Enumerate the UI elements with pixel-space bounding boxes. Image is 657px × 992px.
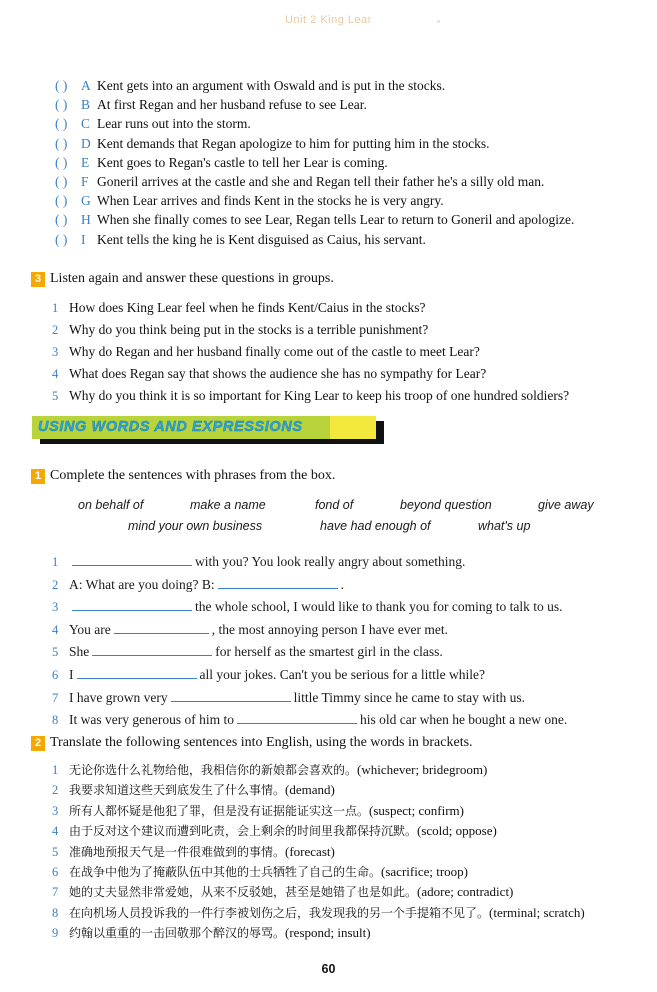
ordering-item-text: Kent tells the king he is Kent disguised as Caius, his servant. [97, 231, 426, 247]
phrase-item: have had enough of [320, 519, 431, 533]
sentence-number: 6 [52, 865, 59, 880]
ordering-item-letter: G [81, 193, 91, 209]
ordering-answer-blank[interactable]: ( ) [55, 135, 68, 151]
ordering-item-text: Kent demands that Regan apologize to him for putting him in the stocks. [97, 135, 490, 151]
fill-in-sentence [52, 596, 652, 619]
fill-in-sentence [52, 619, 652, 642]
ordering-item-text: Goneril arrives at the castle and she and Regan tell their father he's a silly old man. [97, 174, 545, 190]
question-text: What does Regan say that shows the audience she has no sympathy for Lear? [69, 366, 487, 381]
sentence-number: 5 [52, 844, 59, 859]
sentence-hint: (demand) [285, 782, 335, 798]
ordering-answer-blank[interactable]: ( ) [55, 231, 68, 247]
answer-blank[interactable] [72, 597, 192, 611]
answer-blank[interactable] [218, 575, 338, 589]
question-item [52, 341, 652, 363]
translation-sentence [52, 780, 652, 800]
ordering-item-letter: A [81, 78, 91, 93]
sentence-chinese: 在向机场人员投诉我的一件行李被划伤之后，我发现我的另一个手提箱不见了。 [69, 905, 490, 920]
sentence-hint: (scold; oppose) [417, 823, 497, 839]
ordering-item [55, 134, 645, 153]
answer-blank[interactable] [114, 620, 209, 634]
phrase-item: give away [538, 498, 594, 512]
sentence-number: 5 [52, 645, 59, 660]
sentence-text-before: I have grown very [69, 689, 168, 705]
sentence-number: 2 [52, 783, 59, 798]
fill-in-sentence [52, 709, 652, 732]
exercise-2-title: Translate the following sentences into English, using the words in brackets. [50, 735, 473, 750]
sentence-hint: (respond; insult) [285, 925, 371, 941]
answer-blank[interactable] [77, 665, 197, 679]
sentence-text-after: his old car when he bought a new one. [359, 712, 568, 728]
page-number: 60 [321, 962, 336, 976]
sentence-number: 7 [52, 885, 59, 900]
sentence-text-before: She [69, 644, 90, 660]
sentence-number: 3 [52, 600, 59, 615]
answer-blank[interactable] [171, 688, 291, 702]
sentence-hint: (suspect; confirm) [369, 802, 464, 818]
ordering-item-letter: B [81, 97, 91, 113]
ordering-item [55, 76, 645, 95]
sentence-text-after: for herself as the smartest girl in the class. [215, 644, 443, 660]
phrase-item: mind your own business [128, 519, 263, 533]
translation-sentence [52, 821, 652, 841]
exercise-3-number: 3 [31, 272, 45, 287]
ordering-answer-blank[interactable]: ( ) [55, 78, 68, 93]
ordering-item [55, 114, 645, 133]
question-text: Why do Regan and her husband finally come out of the castle to meet Lear? [69, 344, 480, 359]
sentence-chinese: 她的丈夫显然非常爱她，从来不反驳她，甚至是她错了也是如此。 [69, 885, 418, 900]
ordering-task-list [55, 76, 645, 249]
sentence-text-before: A: What are you doing? B: [69, 576, 215, 592]
ordering-answer-blank[interactable]: ( ) [55, 212, 68, 228]
fill-in-sentence [52, 551, 652, 574]
answer-blank[interactable] [237, 710, 357, 724]
sentence-hint: (sacrifice; troop) [381, 864, 468, 880]
ordering-item-text: When she finally comes to see Lear, Regan tells Lear to return to Goneril and apologize. [97, 212, 575, 228]
question-text: Why do you think being put in the stocks is a terrible punishment? [69, 322, 429, 337]
sentence-chinese: 约翰以重重的一击回敬那个醉汉的辱骂。 [69, 926, 286, 941]
exercise-1-number: 1 [31, 469, 45, 484]
ordering-item-letter: C [81, 116, 91, 132]
ordering-item-text: Kent goes to Regan's castle to tell her Lear is coming. [97, 154, 388, 170]
question-text: Why do you think it is so important for King Lear to keep his troop of one hundred soldiers? [69, 388, 570, 403]
sentence-number: 8 [52, 905, 59, 920]
ordering-item [55, 191, 645, 210]
question-number: 3 [52, 345, 59, 359]
ordering-item [55, 153, 645, 172]
sentence-number: 9 [52, 926, 59, 941]
section-banner [32, 416, 384, 444]
banner-label: USING WORDS AND EXPRESSIONS [38, 419, 303, 435]
running-head: Unit 2 King Lear [285, 14, 372, 26]
sentence-chinese: 在战争中他为了掩蔽队伍中其他的士兵牺牲了自己的生命。 [69, 865, 382, 880]
sentence-text-after: the whole school, I would like to thank you for coming to talk to us. [195, 599, 563, 615]
question-number: 1 [52, 301, 59, 315]
sentence-text-after: . [340, 576, 344, 592]
sentence-number: 1 [52, 555, 59, 569]
ordering-answer-blank[interactable]: ( ) [55, 97, 68, 113]
ordering-item-letter: F [81, 174, 89, 190]
question-item [52, 297, 652, 319]
ordering-answer-blank[interactable]: ( ) [55, 174, 68, 190]
ordering-item [55, 230, 645, 249]
sentence-number: 4 [52, 824, 59, 839]
banner-highlight [330, 416, 376, 439]
sentence-chinese: 所有人都怀疑是他犯了罪，但是没有证据能证实这一点。 [69, 803, 370, 818]
ordering-item [55, 95, 645, 114]
question-number: 5 [52, 389, 59, 403]
ordering-item-text: Kent gets into an argument with Oswald and is put in the stocks. [97, 78, 446, 93]
sentence-text-before: It was very generous of him to [69, 712, 234, 728]
question-number: 2 [52, 323, 59, 337]
translation-sentence [52, 842, 652, 862]
sentence-hint: (whichever; bridegroom) [357, 762, 488, 777]
fill-in-sentence [52, 641, 652, 664]
ordering-item-letter: E [81, 154, 90, 170]
sentence-text-after: , the most annoying person I have ever met. [211, 621, 448, 637]
sentence-number: 7 [52, 690, 59, 705]
answer-blank[interactable] [72, 552, 192, 566]
ordering-answer-blank[interactable]: ( ) [55, 154, 68, 170]
sentence-number: 3 [52, 803, 59, 818]
translation-sentence [52, 760, 652, 780]
sentence-text-before: You are [69, 621, 111, 637]
phrase-item: beyond question [400, 498, 492, 512]
fill-in-sentence [52, 574, 652, 597]
sentence-text-after: all your jokes. Can't you be serious for a little while? [199, 666, 485, 682]
question-text: How does King Lear feel when he finds Kent/Caius in the stocks? [69, 300, 426, 315]
translation-sentence [52, 862, 652, 882]
exercise-2-sentences [52, 760, 652, 944]
sentence-hint: (terminal; scratch) [489, 904, 585, 920]
translation-sentence [52, 903, 652, 923]
sentence-number: 4 [52, 622, 59, 637]
ordering-answer-blank[interactable]: ( ) [55, 116, 68, 132]
sentence-text-before: I [69, 666, 74, 682]
exercise-3-questions [52, 297, 652, 407]
question-number: 4 [52, 367, 59, 381]
question-item [52, 385, 652, 407]
sentence-number: 6 [52, 667, 59, 682]
phrase-item: make a name [190, 498, 266, 512]
question-item [52, 319, 652, 341]
sentence-chinese: 由于反对这个建议而遭到叱责，会上剩余的时间里我都保持沉默。 [69, 824, 418, 839]
ordering-item-letter: H [81, 212, 91, 228]
ordering-item-letter: D [81, 135, 91, 151]
translation-sentence [52, 882, 652, 902]
ordering-item-text: Lear runs out into the storm. [97, 116, 251, 132]
translation-sentence [52, 801, 652, 821]
phrase-item: fond of [315, 498, 354, 512]
ordering-item-letter: I [81, 231, 86, 247]
sentence-hint: (forecast) [285, 843, 335, 859]
sentence-number: 1 [52, 763, 59, 777]
phrase-box-row-2 [70, 519, 630, 540]
header-dot [437, 20, 440, 23]
sentence-chinese: 准确地预报天气是一件很难做到的事情。 [69, 844, 286, 859]
sentence-hint: (adore; contradict) [417, 884, 514, 900]
translation-sentence [52, 923, 652, 943]
fill-in-sentence [52, 687, 652, 710]
exercise-1-sentences [52, 551, 652, 732]
exercise-3-title: Listen again and answer these questions in groups. [50, 271, 334, 286]
ordering-item-text: At first Regan and her husband refuse to see Lear. [97, 97, 367, 113]
answer-blank[interactable] [92, 642, 212, 656]
exercise-1-title: Complete the sentences with phrases from the box. [50, 468, 336, 483]
phrase-item: what's up [478, 519, 531, 533]
sentence-number: 2 [52, 577, 59, 592]
sentence-text-after: little Timmy since he came to stay with us. [293, 689, 525, 705]
phrase-item: on behalf of [78, 498, 144, 512]
sentence-chinese: 我要求知道这些天到底发生了什么事情。 [69, 783, 286, 798]
exercise-2-number: 2 [31, 736, 45, 751]
ordering-answer-blank[interactable]: ( ) [55, 193, 68, 209]
banner-background [32, 416, 376, 439]
ordering-item [55, 172, 645, 191]
question-item [52, 363, 652, 385]
ordering-item [55, 210, 645, 229]
sentence-chinese: 无论你选什么礼物给他，我相信你的新娘都会喜欢的。 [69, 763, 358, 777]
sentence-text-after: with you? You look really angry about something. [195, 554, 466, 569]
fill-in-sentence [52, 664, 652, 687]
ordering-item-text: When Lear arrives and finds Kent in the stocks he is very angry. [97, 193, 444, 209]
phrase-box-row-1 [70, 498, 630, 519]
phrase-box [70, 498, 630, 540]
sentence-number: 8 [52, 713, 59, 728]
